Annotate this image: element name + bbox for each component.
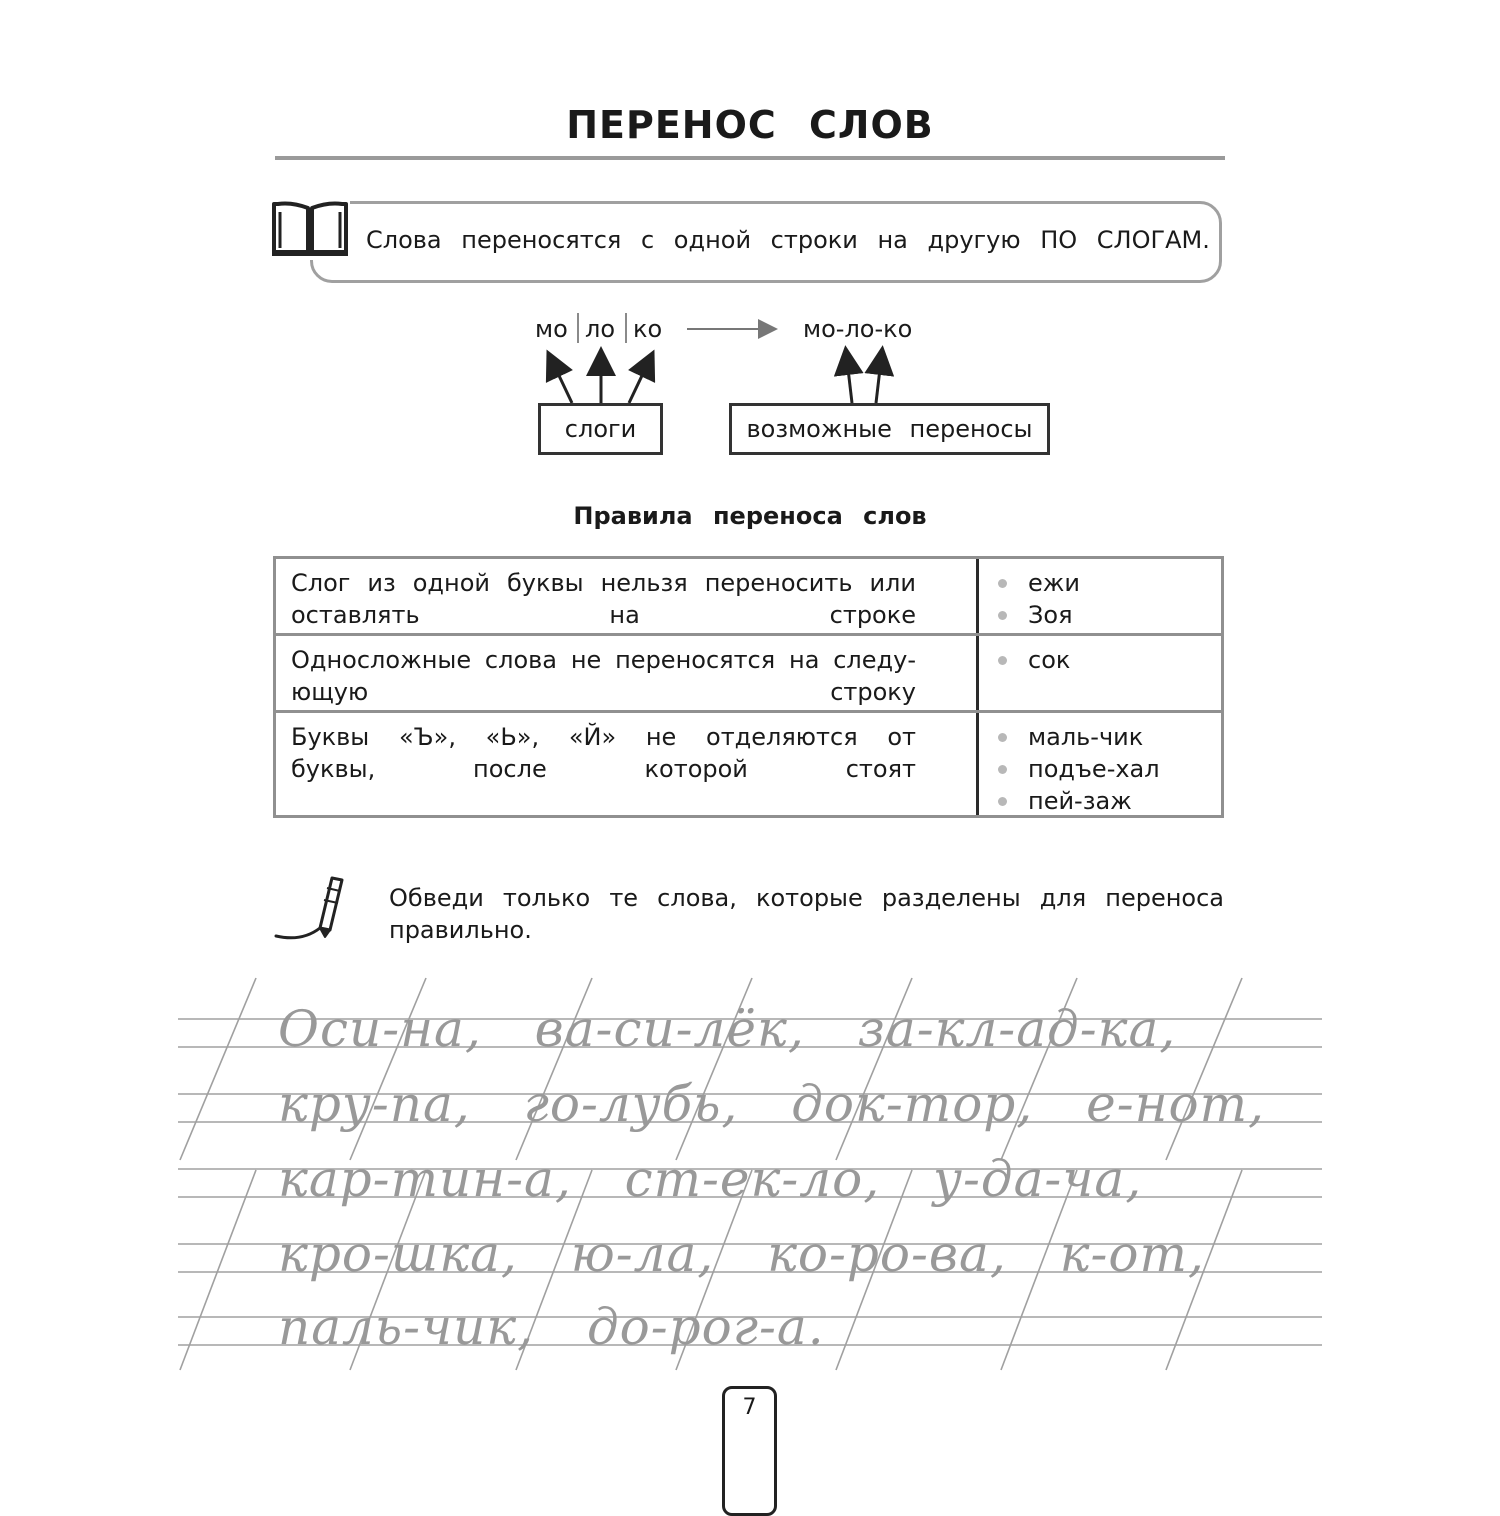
rules-table xyxy=(273,556,1224,818)
example-word: подъе-хал xyxy=(998,753,1160,785)
cursive-word: ст-ек-ло, xyxy=(624,1150,881,1208)
rule-text: Слог из одной буквы нельзя переносить или оставлять на строке xyxy=(291,569,916,629)
example-word: маль-чик xyxy=(998,721,1160,753)
table-row-divider xyxy=(276,633,1221,636)
example-word: пей-заж xyxy=(998,785,1160,817)
task-instruction: Обведи только те слова, которые разделены для переноса правильно. xyxy=(389,884,1224,944)
hyphenated-word: мо-ло-ко xyxy=(803,315,913,343)
cursive-line xyxy=(278,1000,1238,1058)
syllable: мо xyxy=(535,315,568,343)
cursive-word: кар-тин-а, xyxy=(278,1150,572,1208)
page-title: ПЕРЕНОС СЛОВ xyxy=(566,103,934,147)
cursive-word: е-нот, xyxy=(1086,1075,1265,1133)
cursive-word: ва-си-лёк, xyxy=(534,1000,805,1058)
syllables-label: слоги xyxy=(538,403,663,455)
example-word: Зоя xyxy=(998,599,1080,631)
rule-statement: Слова переносятся с одной строки на другую ПО СЛОГАМ. xyxy=(366,226,1210,254)
cursive-line xyxy=(278,1150,1238,1208)
page-number: 7 xyxy=(742,1395,757,1420)
table-column-divider xyxy=(976,559,979,815)
cursive-word: у-да-ча, xyxy=(933,1150,1143,1208)
cursive-word: паль-чик, xyxy=(278,1298,535,1356)
syllable: ко xyxy=(633,315,663,343)
cursive-word: го-лубь, xyxy=(523,1075,739,1133)
rule-text: Буквы «Ъ», «Ь», «Й» не отделяются от буквы, после которой стоят xyxy=(291,723,916,783)
example-word: сок xyxy=(998,644,1070,676)
cursive-word: кру-па, xyxy=(278,1075,471,1133)
cursive-word: до-рог-а. xyxy=(586,1298,825,1356)
cursive-line xyxy=(278,1075,1265,1133)
cursive-word: кро-шка, xyxy=(278,1225,518,1283)
hyphenation-label: возможные переносы xyxy=(729,403,1050,455)
cursive-word: Оси-на, xyxy=(278,1000,482,1058)
cursive-line xyxy=(278,1225,1238,1283)
cursive-word: док-тор, xyxy=(791,1075,1034,1133)
rule-examples xyxy=(998,567,1080,631)
cursive-word: за-кл-ад-ка, xyxy=(857,1000,1177,1058)
rule-text: Односложные слова не переносятся на следу-ющую строку xyxy=(291,646,916,706)
example-word: ежи xyxy=(998,567,1080,599)
cursive-word: ю-ла, xyxy=(570,1225,715,1283)
rules-heading: Правила переноса слов xyxy=(573,502,927,530)
rule-examples xyxy=(998,721,1160,817)
cursive-word: к-от, xyxy=(1059,1225,1205,1283)
rule-examples xyxy=(998,644,1070,676)
cursive-line xyxy=(278,1298,1238,1356)
pencil-icon xyxy=(272,870,352,942)
table-row-divider xyxy=(276,710,1221,713)
cursive-word: ко-ро-ва, xyxy=(767,1225,1007,1283)
syllable: ло xyxy=(585,315,616,343)
